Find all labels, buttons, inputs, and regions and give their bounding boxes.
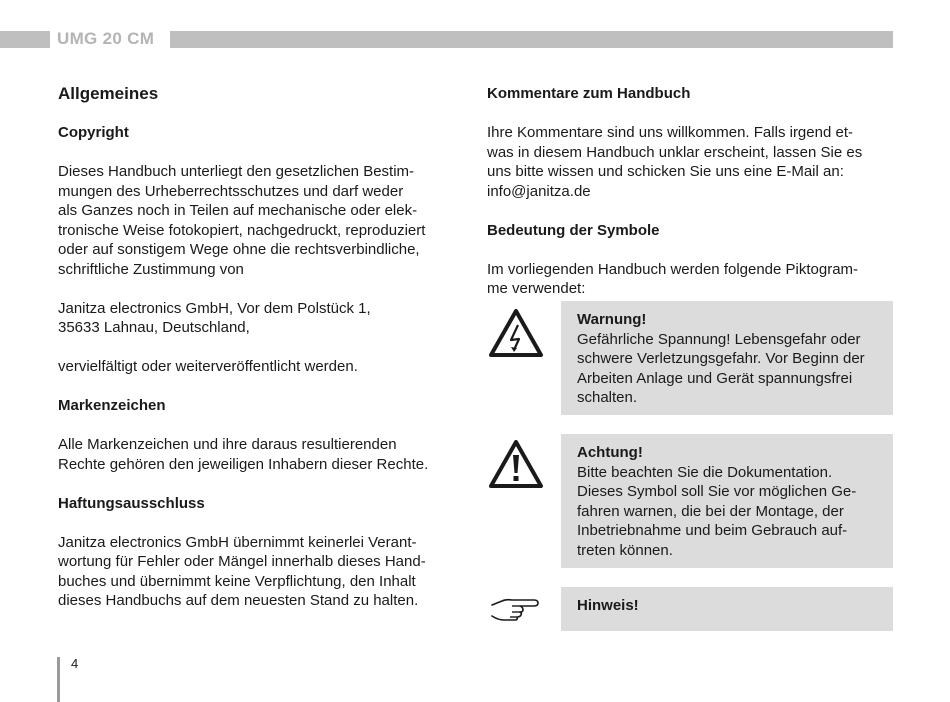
caution-title: Achtung! <box>577 444 643 461</box>
warning-text: Gefährliche Spannung! Lebensgefahr oder schwere Verletzungsgefahr. Vor Beginn der Arbeiten Anlage und Gerät spannungsfrei schalten. <box>577 330 865 406</box>
company-address: Janitza electronics GmbH, Vor dem Polstück 1, 35633 Lahnau, Deutschland, <box>58 299 371 336</box>
copyright-end-paragraph: vervielfältigt oder weiterveröffentlicht werden. <box>58 358 358 375</box>
warning-box <box>561 301 893 415</box>
page-number: 4 <box>71 656 79 671</box>
symbols-heading: Bedeutung der Symbole <box>487 221 660 239</box>
header-bar-right <box>170 31 893 48</box>
document-title: UMG 20 CM <box>57 29 155 48</box>
comments-paragraph: Ihre Kommentare sind uns willkommen. Falls irgend et- was in diesem Handbuch unklar erscheint, lassen Sie es uns bitte wissen und schicken Sie uns eine E-Mail an: info@janitza.de <box>487 124 863 200</box>
note-box <box>561 587 893 631</box>
left-column <box>58 84 464 611</box>
copyright-heading: Copyright <box>58 124 129 141</box>
section-heading-general: Allgemeines <box>58 84 159 103</box>
right-column <box>487 84 893 299</box>
page-margin-rule <box>57 657 60 702</box>
liability-heading: Haftungsausschluss <box>58 494 205 512</box>
caution-text: Bitte beachten Sie die Dokumentation. Dieses Symbol soll Sie vor möglichen Ge- fahren warnen, die bei der Montage, der Inbetriebnahme und beim Gebrauch auf- treten können. <box>577 463 857 559</box>
trademark-heading: Markenzeichen <box>58 397 166 414</box>
header-bar-left <box>0 31 50 48</box>
liability-paragraph: Janitza electronics GmbH übernimmt keinerlei Verant- wortung für Fehler oder Mängel innerhalb dieses Hand- buches und übernimmt keine Verpflichtung, den Inhalt dieses Handbuchs auf dem neuesten Stand zu halten. <box>58 533 426 609</box>
note-title: Hinweis! <box>577 597 639 614</box>
copyright-paragraph: Dieses Handbuch unterliegt den gesetzlichen Bestim- mungen des Urheberrechtsschutzes und darf weder als Ganzes noch in Teilen auf mechanische oder elek- tronische Weise fotokopiert, nachgedruckt, reproduziert oder auf sonstigem Wege ohne die rechtsverbindliche, schriftliche Zustimmung von <box>58 163 426 278</box>
caution-box <box>561 434 893 568</box>
note-symbol-row <box>487 587 893 631</box>
symbols-paragraph: Im vorliegenden Handbuch werden folgende Piktogram- me verwendet: <box>487 260 859 297</box>
trademark-paragraph: Alle Markenzeichen und ihre daraus resultierenden Rechte gehören den jeweiligen Inhabern dieser Rechte. <box>58 436 429 473</box>
caution-symbol-row <box>487 434 893 568</box>
warning-title: Warnung! <box>577 311 647 328</box>
comments-heading: Kommentare zum Handbuch <box>487 85 691 102</box>
warning-symbol-row <box>487 301 893 415</box>
